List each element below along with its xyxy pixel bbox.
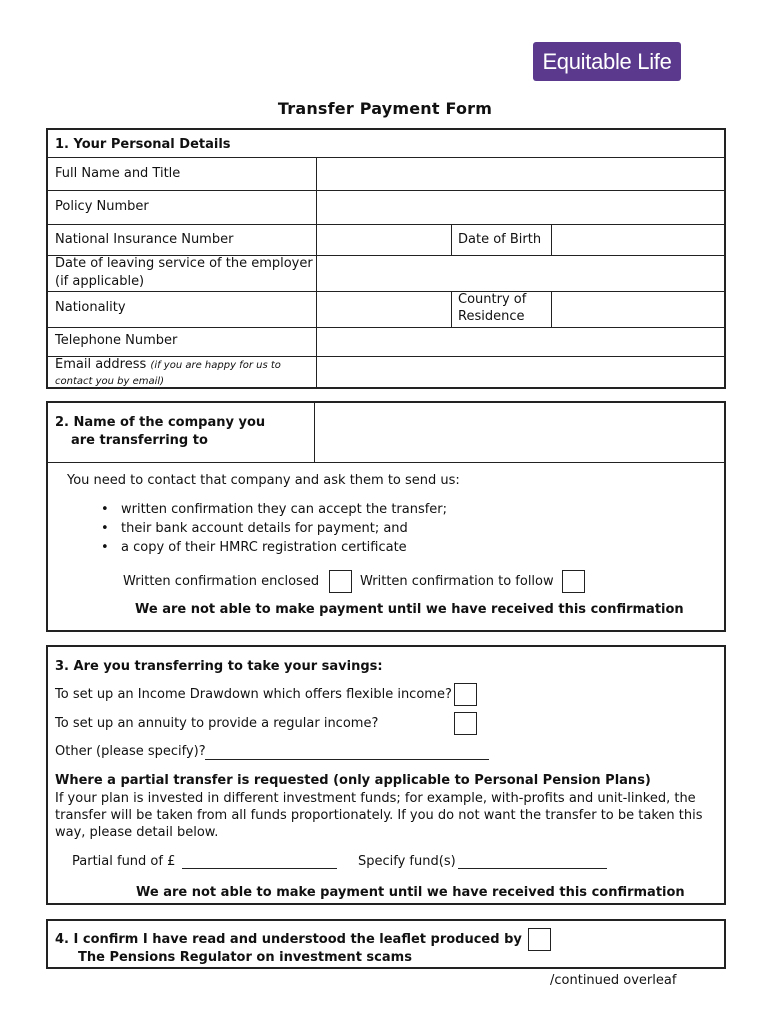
confirmation-follow-label: Written confirmation to follow (360, 574, 554, 589)
ni-number-input[interactable] (317, 225, 451, 255)
partial-transfer-text: transfer will be taken from all funds proportionately. If you do not want the transfer to be taken this (55, 808, 703, 823)
telephone-label: Telephone Number (55, 333, 178, 348)
bullet-item: • a copy of their HMRC registration certificate (121, 539, 407, 556)
company-name-input[interactable] (315, 403, 726, 462)
section-receiving-company (46, 401, 726, 632)
form-title: Transfer Payment Form (277, 99, 493, 118)
country-of-residence-input[interactable] (552, 292, 726, 327)
country-of-residence-label-2: Residence (458, 309, 525, 324)
ni-number-label: National Insurance Number (55, 232, 234, 247)
section-4-heading-2: The Pensions Regulator on investment scams (78, 950, 412, 965)
email-label (55, 356, 281, 374)
telephone-input[interactable] (317, 328, 726, 356)
drawdown-checkbox[interactable] (454, 683, 477, 706)
nationality-label: Nationality (55, 300, 126, 315)
partial-fund-input[interactable] (182, 868, 337, 869)
continued-overleaf: /continued overleaf (550, 973, 677, 988)
equitable-life-logo: Equitable Life (533, 42, 681, 81)
section-2-warning: We are not able to make payment until we have received this confirmation (135, 602, 684, 617)
section-4-heading: 4. I confirm I have read and understood the leaflet produced by (55, 932, 522, 947)
bullet-item: • written confirmation they can accept the transfer; (121, 501, 447, 518)
section-scam-confirmation (46, 919, 726, 969)
annuity-label: To set up an annuity to provide a regular income? (55, 716, 379, 731)
specify-funds-input[interactable] (458, 868, 607, 869)
leaving-service-input[interactable] (317, 256, 726, 291)
partial-fund-label: Partial fund of £ (72, 854, 176, 869)
bullet-item: • their bank account details for payment; and (121, 520, 408, 537)
drawdown-label: To set up an Income Drawdown which offers flexible income? (55, 687, 452, 702)
specify-funds-label: Specify fund(s) (358, 854, 456, 869)
section-3-warning: We are not able to make payment until we have received this confirmation (136, 885, 685, 900)
section-3-heading: 3. Are you transferring to take your savings: (55, 659, 383, 674)
email-note-2: contact you by email) (55, 376, 165, 387)
partial-transfer-heading: Where a partial transfer is requested (only applicable to Personal Pension Plans) (55, 773, 651, 788)
nationality-input[interactable] (317, 292, 451, 327)
section-transfer-purpose (46, 645, 726, 905)
confirmation-follow-checkbox[interactable] (562, 570, 585, 593)
full-name-input[interactable] (317, 158, 726, 190)
email-label-text: Email address (55, 357, 147, 372)
other-specify-input[interactable] (205, 759, 489, 760)
section-2-heading: 2. Name of the company you (55, 415, 266, 430)
scam-leaflet-checkbox[interactable] (528, 928, 551, 951)
dob-label: Date of Birth (458, 232, 542, 247)
partial-transfer-text: If your plan is invested in different investment funds; for example, with-profits and unit-linked, the (55, 791, 696, 806)
dob-input[interactable] (552, 225, 726, 255)
full-name-label: Full Name and Title (55, 166, 181, 181)
leaving-service-label-note: (if applicable) (55, 274, 145, 289)
email-input[interactable] (317, 357, 726, 389)
annuity-checkbox[interactable] (454, 712, 477, 735)
policy-number-label: Policy Number (55, 199, 149, 214)
section-1-heading: 1. Your Personal Details (55, 137, 231, 152)
email-note: (if you are happy for us to (150, 360, 281, 371)
leaving-service-label: Date of leaving service of the employer (55, 256, 313, 271)
policy-number-input[interactable] (317, 191, 726, 224)
other-label: Other (please specify)? (55, 744, 206, 759)
confirmation-enclosed-label: Written confirmation enclosed (123, 574, 320, 589)
country-of-residence-label: Country of (458, 292, 527, 307)
partial-transfer-text: way, please detail below. (55, 825, 219, 840)
confirmation-enclosed-checkbox[interactable] (329, 570, 352, 593)
section-personal-details (46, 128, 726, 389)
section-2-heading-2: are transferring to (71, 433, 208, 448)
section-2-intro: You need to contact that company and ask them to send us: (67, 473, 460, 488)
